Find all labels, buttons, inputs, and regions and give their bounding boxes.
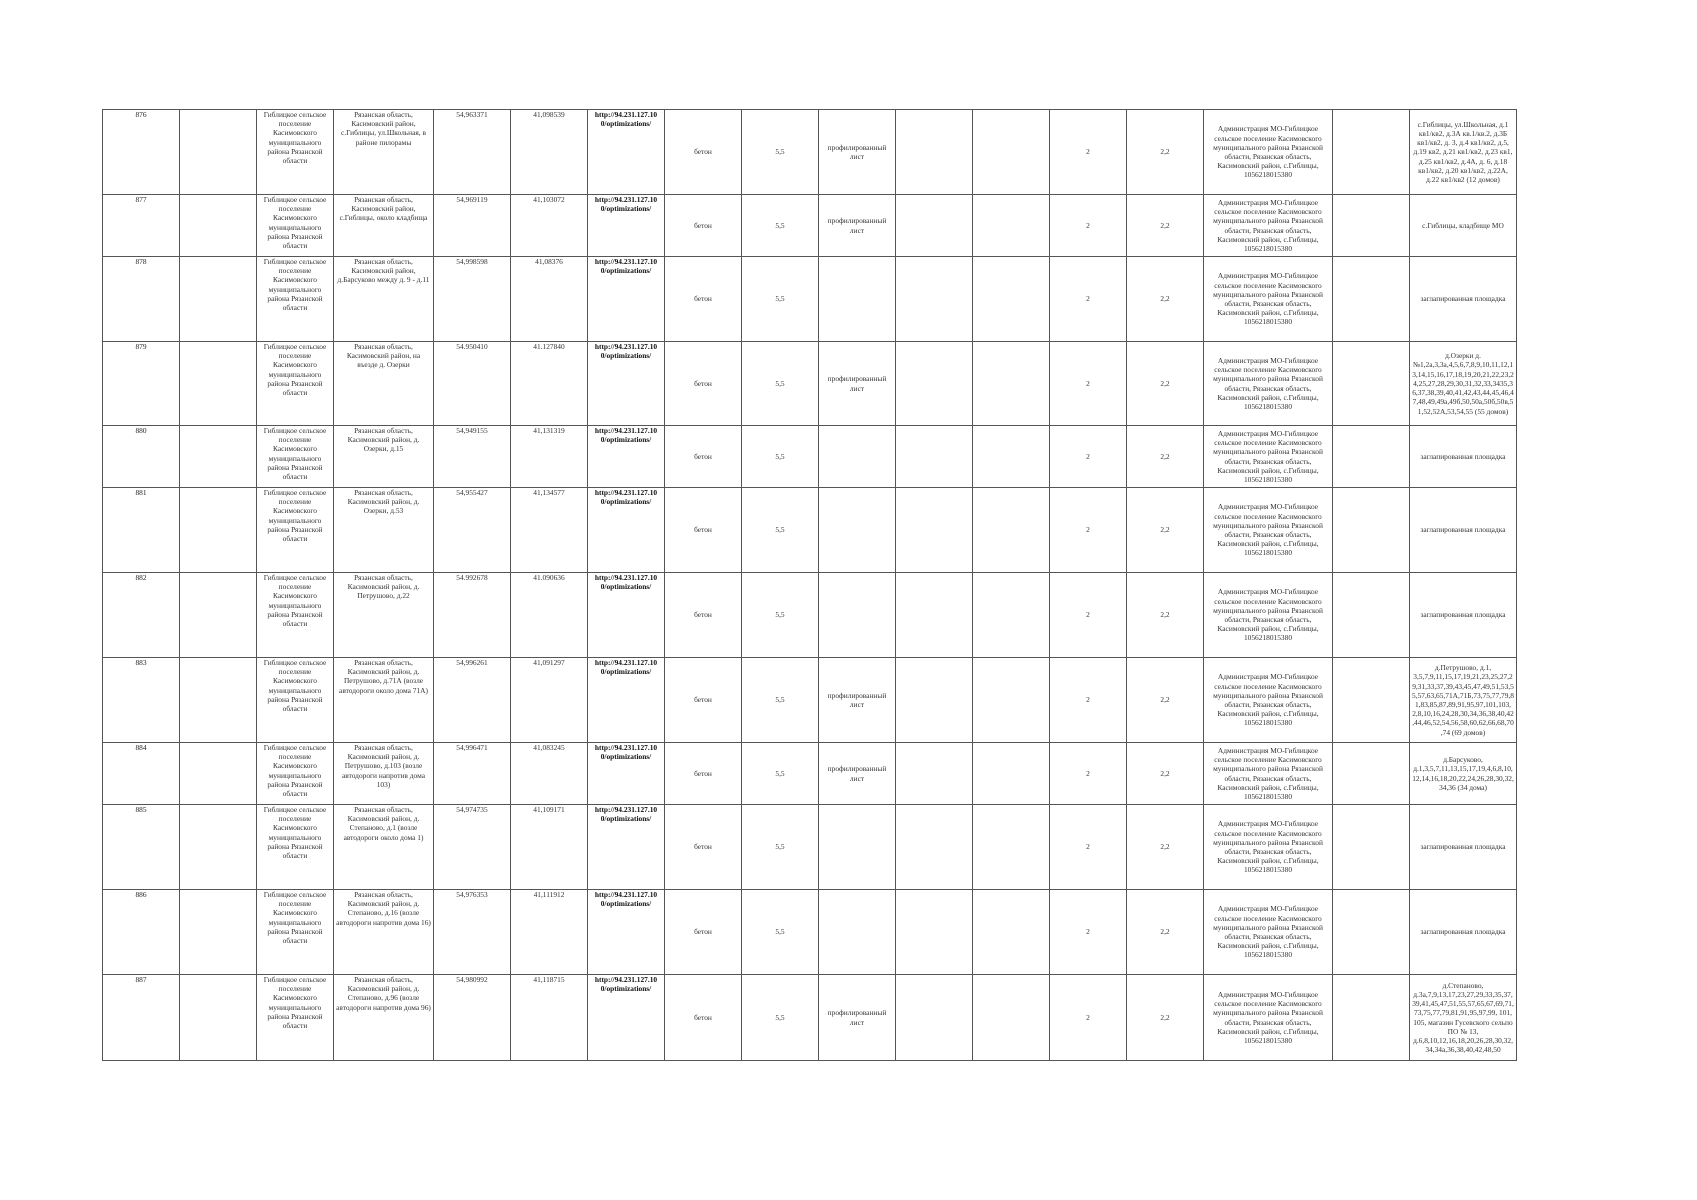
cover-type-cell (819, 426, 896, 488)
waste-sources-cell: заглапированная площадка (1410, 573, 1517, 658)
address-cell: Рязанская область, Касимовский район, д. Петрушово, д.103 (возле автодороги напротив дома 103) (334, 743, 434, 805)
latitude-cell: 54,955427 (434, 488, 511, 573)
owner-cell: Администрация МО-Гиблицкое сельское поселение Касимовского муниципального района Рязанской области, Рязанская область, Касимовский район, с.Гиблицы, 1056218015380 (1204, 975, 1333, 1061)
address-cell: Рязанская область, Касимовский район, с.Гиблицы, ул.Школьная, в районе пилорамы (334, 110, 434, 195)
empty-cell (973, 658, 1050, 743)
table-row (103, 488, 1517, 573)
area-cell: 5,5 (742, 890, 819, 975)
empty-cell (896, 805, 973, 890)
link-cell: http://94.231.127.10 0/optimizations/ (588, 573, 665, 658)
waste-sources-cell: д.Барсуково, д.1,3,5,7,11,13,15,17,19,4,6,8,10,12,14,16,18,20,22,24,26,28,30,32,34,36 (34 дома) (1410, 743, 1517, 805)
empty-cell (1333, 488, 1410, 573)
longitude-cell: 41,103072 (511, 195, 588, 257)
empty-cell (973, 975, 1050, 1061)
link-cell: http://94.231.127.10 0/optimizations/ (588, 890, 665, 975)
row-number: 877 (103, 195, 180, 257)
row-number: 876 (103, 110, 180, 195)
empty-cell (180, 658, 257, 743)
link-cell: http://94.231.127.10 0/optimizations/ (588, 195, 665, 257)
link-cell: http://94.231.127.10 0/optimizations/ (588, 975, 665, 1061)
link-cell: http://94.231.127.10 0/optimizations/ (588, 110, 665, 195)
cover-type-cell (819, 573, 896, 658)
waste-sources-cell: заглапированная площадка (1410, 488, 1517, 573)
address-cell: Рязанская область, Касимовский район, д. Степаново, д.96 (возле автодороги напротив дома 96) (334, 975, 434, 1061)
container-volume-cell: 2,2 (1127, 195, 1204, 257)
area-cell: 5,5 (742, 110, 819, 195)
empty-cell (1333, 743, 1410, 805)
empty-cell (180, 110, 257, 195)
container-count-cell: 2 (1050, 573, 1127, 658)
row-number: 879 (103, 342, 180, 426)
row-number: 882 (103, 573, 180, 658)
empty-cell (1333, 342, 1410, 426)
owner-cell: Администрация МО-Гиблицкое сельское поселение Касимовского муниципального района Рязанской области, Рязанская область, Касимовский район, с.Гиблицы, 1056218015380 (1204, 110, 1333, 195)
address-cell: Рязанская область, Касимовский район, с.Гиблицы, около кладбища (334, 195, 434, 257)
container-volume-cell: 2,2 (1127, 426, 1204, 488)
cover-type-cell: профилированный лист (819, 975, 896, 1061)
container-count-cell: 2 (1050, 195, 1127, 257)
owner-cell: Администрация МО-Гиблицкое сельское поселение Касимовского муниципального района Рязанской области, Рязанская область, Касимовский район, с.Гиблицы, 1056218015380 (1204, 805, 1333, 890)
table-row (103, 195, 1517, 257)
cover-type-cell (819, 257, 896, 342)
organization-cell: Гиблицкое сельское поселение Касимовского муниципального района Рязанской области (257, 573, 334, 658)
latitude-cell: 54,976353 (434, 890, 511, 975)
address-cell: Рязанская область, Касимовский район, д. Степаново, д.16 (возле автодороги напротив дома 16) (334, 890, 434, 975)
longitude-cell: 41,111912 (511, 890, 588, 975)
organization-cell: Гиблицкое сельское поселение Касимовского муниципального района Рязанской области (257, 890, 334, 975)
owner-cell: Администрация МО-Гиблицкое сельское поселение Касимовского муниципального района Рязанской области, Рязанская область, Касимовский район, с.Гиблицы, 1056218015380 (1204, 573, 1333, 658)
empty-cell (896, 257, 973, 342)
longitude-cell: 41.127840 (511, 342, 588, 426)
table-body (103, 110, 1517, 1061)
container-volume-cell: 2,2 (1127, 342, 1204, 426)
empty-cell (896, 488, 973, 573)
empty-cell (973, 426, 1050, 488)
owner-cell: Администрация МО-Гиблицкое сельское поселение Касимовского муниципального района Рязанской области, Рязанская область, Касимовский район, с.Гиблицы, 1056218015380 (1204, 257, 1333, 342)
empty-cell (896, 743, 973, 805)
container-volume-cell: 2,2 (1127, 805, 1204, 890)
address-cell: Рязанская область, Касимовский район, на въезде д. Озерки (334, 342, 434, 426)
empty-cell (973, 195, 1050, 257)
organization-cell: Гиблицкое сельское поселение Касимовского муниципального района Рязанской области (257, 342, 334, 426)
table-row (103, 658, 1517, 743)
row-number: 883 (103, 658, 180, 743)
owner-cell: Администрация МО-Гиблицкое сельское поселение Касимовского муниципального района Рязанской области, Рязанская область, Касимовский район, с.Гиблицы, 1056218015380 (1204, 743, 1333, 805)
empty-cell (896, 975, 973, 1061)
longitude-cell: 41,134577 (511, 488, 588, 573)
container-volume-cell: 2,2 (1127, 488, 1204, 573)
longitude-cell: 41.090636 (511, 573, 588, 658)
container-count-cell: 2 (1050, 488, 1127, 573)
longitude-cell: 41,109171 (511, 805, 588, 890)
empty-cell (973, 573, 1050, 658)
empty-cell (180, 488, 257, 573)
empty-cell (896, 573, 973, 658)
organization-cell: Гиблицкое сельское поселение Касимовского муниципального района Рязанской области (257, 743, 334, 805)
material-cell: бетон (665, 110, 742, 195)
empty-cell (180, 342, 257, 426)
address-cell: Рязанская область, Касимовский район, д. Озерки, д.15 (334, 426, 434, 488)
area-cell: 5,5 (742, 658, 819, 743)
cover-type-cell (819, 890, 896, 975)
latitude-cell: 54,996261 (434, 658, 511, 743)
area-cell: 5,5 (742, 342, 819, 426)
material-cell: бетон (665, 257, 742, 342)
row-number: 886 (103, 890, 180, 975)
empty-cell (1333, 658, 1410, 743)
material-cell: бетон (665, 342, 742, 426)
row-number: 881 (103, 488, 180, 573)
table-row (103, 743, 1517, 805)
owner-cell: Администрация МО-Гиблицкое сельское поселение Касимовского муниципального района Рязанской области, Рязанская область, Касимовский район, с.Гиблицы, 1056218015380 (1204, 342, 1333, 426)
area-cell: 5,5 (742, 488, 819, 573)
address-cell: Рязанская область, Касимовский район, д. Степаново, д.1 (возле автодороги около дома 1) (334, 805, 434, 890)
empty-cell (973, 257, 1050, 342)
table-row (103, 110, 1517, 195)
organization-cell: Гиблицкое сельское поселение Касимовского муниципального района Рязанской области (257, 488, 334, 573)
waste-sources-cell: с.Гиблицы, кладбище МО (1410, 195, 1517, 257)
organization-cell: Гиблицкое сельское поселение Касимовского муниципального района Рязанской области (257, 658, 334, 743)
area-cell: 5,5 (742, 195, 819, 257)
empty-cell (180, 890, 257, 975)
cover-type-cell: профилированный лист (819, 110, 896, 195)
empty-cell (1333, 257, 1410, 342)
waste-sources-cell: заглапированная площадка (1410, 890, 1517, 975)
latitude-cell: 54,998598 (434, 257, 511, 342)
empty-cell (1333, 805, 1410, 890)
area-cell: 5,5 (742, 257, 819, 342)
waste-sources-cell: д.Озерки д.№1,2а,3,3а,4,5,6,7,8,9,10,11,12,13,14,15,16,17,18,19,20,21,22,23,24,25,27,28,29,30,31,32,33,3435,36,37,38,39,40,41,42,43,44,45,46,47,48,49,49а,49б,50,50а,50б,50в,51,52,52А,53,54,55 (55 домов) (1410, 342, 1517, 426)
waste-sources-cell: д.Степаново, д.3а,7,9,13,17,23,27,29,33,35,37,39,41,45,47,51,55,57,65,67,69,71,73,75,77,79,81,91,95,97,99, 101, 105, магазин Гусевского сельпо ПО № 13, д.6,8,10,12,16,18,20,26,28,30,32,34,34а,36,38,40,42,48,50 (1410, 975, 1517, 1061)
longitude-cell: 41,08376 (511, 257, 588, 342)
empty-cell (180, 805, 257, 890)
latitude-cell: 54,949155 (434, 426, 511, 488)
owner-cell: Администрация МО-Гиблицкое сельское поселение Касимовского муниципального района Рязанской области, Рязанская область, Касимовский район, с.Гиблицы, 1056218015380 (1204, 890, 1333, 975)
longitude-cell: 41,083245 (511, 743, 588, 805)
container-volume-cell: 2,2 (1127, 573, 1204, 658)
cover-type-cell (819, 488, 896, 573)
link-cell: http://94.231.127.10 0/optimizations/ (588, 257, 665, 342)
container-volume-cell: 2,2 (1127, 743, 1204, 805)
area-cell: 5,5 (742, 743, 819, 805)
container-volume-cell: 2,2 (1127, 975, 1204, 1061)
row-number: 884 (103, 743, 180, 805)
empty-cell (180, 975, 257, 1061)
container-count-cell: 2 (1050, 342, 1127, 426)
link-cell: http://94.231.127.10 0/optimizations/ (588, 488, 665, 573)
area-cell: 5,5 (742, 426, 819, 488)
table-row (103, 805, 1517, 890)
address-cell: Рязанская область, Касимовский район, д. Петрушово, д.22 (334, 573, 434, 658)
latitude-cell: 54,974735 (434, 805, 511, 890)
address-cell: Рязанская область, Касимовский район, д.Барсуково между д. 9 - д.11 (334, 257, 434, 342)
material-cell: бетон (665, 890, 742, 975)
organization-cell: Гиблицкое сельское поселение Касимовского муниципального района Рязанской области (257, 257, 334, 342)
longitude-cell: 41,091297 (511, 658, 588, 743)
area-cell: 5,5 (742, 573, 819, 658)
container-count-cell: 2 (1050, 975, 1127, 1061)
row-number: 885 (103, 805, 180, 890)
container-volume-cell: 2,2 (1127, 658, 1204, 743)
latitude-cell: 54.992678 (434, 573, 511, 658)
organization-cell: Гиблицкое сельское поселение Касимовского муниципального района Рязанской области (257, 805, 334, 890)
empty-cell (1333, 110, 1410, 195)
empty-cell (180, 743, 257, 805)
empty-cell (1333, 195, 1410, 257)
material-cell: бетон (665, 658, 742, 743)
empty-cell (896, 342, 973, 426)
waste-sources-cell: заглапированная площадка (1410, 805, 1517, 890)
longitude-cell: 41,098539 (511, 110, 588, 195)
organization-cell: Гиблицкое сельское поселение Касимовского муниципального района Рязанской области (257, 110, 334, 195)
row-number: 878 (103, 257, 180, 342)
material-cell: бетон (665, 975, 742, 1061)
cover-type-cell: профилированный лист (819, 743, 896, 805)
waste-sources-cell: д.Петрушово, д.1, 3,5,7,9,11,15,17,19,21,23,25,27,29,31,33,37,39,43,45,47,49,51,53,55,57,63,65,71А,71Б,73,75,77,79,81,83,85,87,89,91,95,97,101,103, 2,8,10,16,24,28,30,34,36,38,40,42,44,46,52,54,56,58,60,62,66,68,70,74 (69 домов) (1410, 658, 1517, 743)
material-cell: бетон (665, 426, 742, 488)
container-count-cell: 2 (1050, 426, 1127, 488)
empty-cell (1333, 890, 1410, 975)
link-cell: http://94.231.127.10 0/optimizations/ (588, 426, 665, 488)
table-row (103, 257, 1517, 342)
container-count-cell: 2 (1050, 257, 1127, 342)
container-count-cell: 2 (1050, 658, 1127, 743)
latitude-cell: 54,963371 (434, 110, 511, 195)
latitude-cell: 54,996471 (434, 743, 511, 805)
cover-type-cell (819, 805, 896, 890)
waste-sites-registry-table (102, 109, 1517, 1061)
empty-cell (973, 110, 1050, 195)
latitude-cell: 54.950410 (434, 342, 511, 426)
area-cell: 5,5 (742, 805, 819, 890)
link-cell: http://94.231.127.10 0/optimizations/ (588, 743, 665, 805)
empty-cell (180, 195, 257, 257)
row-number: 887 (103, 975, 180, 1061)
waste-sources-cell: заглапированная площадка (1410, 257, 1517, 342)
empty-cell (973, 488, 1050, 573)
container-count-cell: 2 (1050, 805, 1127, 890)
empty-cell (180, 257, 257, 342)
longitude-cell: 41,118715 (511, 975, 588, 1061)
organization-cell: Гиблицкое сельское поселение Касимовского муниципального района Рязанской области (257, 975, 334, 1061)
owner-cell: Администрация МО-Гиблицкое сельское поселение Касимовского муниципального района Рязанской области, Рязанская область, Касимовский район, с.Гиблицы, 1056218015380 (1204, 488, 1333, 573)
material-cell: бетон (665, 195, 742, 257)
owner-cell: Администрация МО-Гиблицкое сельское поселение Касимовского муниципального района Рязанской области, Рязанская область, Касимовский район, с.Гиблицы, 1056218015380 (1204, 195, 1333, 257)
area-cell: 5,5 (742, 975, 819, 1061)
empty-cell (896, 110, 973, 195)
waste-sources-cell: заглапированная площадка (1410, 426, 1517, 488)
material-cell: бетон (665, 743, 742, 805)
empty-cell (180, 573, 257, 658)
cover-type-cell: профилированный лист (819, 195, 896, 257)
waste-sources-cell: с.Гиблицы, ул.Школьная, д.1 кв1/кв2, д.3А кв.1/кв.2, д.3Б кв1/кв2, д. 3, д.4 кв1/кв2, д.5, д.19 кв2, д.21 кв1/кв2, д.23 кв1, д.25 кв1/кв2, д.4А, д. 6, д.18 кв1/кв2, д.20 кв1/кв2, д.22А, д.22 кв1/кв2 (12 домов) (1410, 110, 1517, 195)
latitude-cell: 54,969119 (434, 195, 511, 257)
material-cell: бетон (665, 488, 742, 573)
material-cell: бетон (665, 805, 742, 890)
empty-cell (973, 743, 1050, 805)
longitude-cell: 41,131319 (511, 426, 588, 488)
table-row (103, 342, 1517, 426)
empty-cell (896, 426, 973, 488)
table-row (103, 975, 1517, 1061)
owner-cell: Администрация МО-Гиблицкое сельское поселение Касимовского муниципального района Рязанской области, Рязанская область, Касимовский район, с.Гиблицы, 1056218015380 (1204, 658, 1333, 743)
empty-cell (896, 890, 973, 975)
cover-type-cell: профилированный лист (819, 342, 896, 426)
link-cell: http://94.231.127.10 0/optimizations/ (588, 342, 665, 426)
row-number: 880 (103, 426, 180, 488)
organization-cell: Гиблицкое сельское поселение Касимовского муниципального района Рязанской области (257, 426, 334, 488)
empty-cell (973, 805, 1050, 890)
latitude-cell: 54,980992 (434, 975, 511, 1061)
link-cell: http://94.231.127.10 0/optimizations/ (588, 658, 665, 743)
material-cell: бетон (665, 573, 742, 658)
address-cell: Рязанская область, Касимовский район, д. Петрушово, д.71А (возле автодороги около дома 71А) (334, 658, 434, 743)
container-count-cell: 2 (1050, 743, 1127, 805)
cover-type-cell: профилированный лист (819, 658, 896, 743)
container-count-cell: 2 (1050, 110, 1127, 195)
container-volume-cell: 2,2 (1127, 110, 1204, 195)
table-row (103, 426, 1517, 488)
table-row (103, 573, 1517, 658)
empty-cell (896, 658, 973, 743)
empty-cell (180, 426, 257, 488)
empty-cell (1333, 573, 1410, 658)
address-cell: Рязанская область, Касимовский район, д. Озерки, д.53 (334, 488, 434, 573)
empty-cell (973, 890, 1050, 975)
empty-cell (1333, 426, 1410, 488)
empty-cell (1333, 975, 1410, 1061)
empty-cell (896, 195, 973, 257)
container-volume-cell: 2,2 (1127, 257, 1204, 342)
owner-cell: Администрация МО-Гиблицкое сельское поселение Касимовского муниципального района Рязанской области, Рязанская область, Касимовский район, с.Гиблицы, 1056218015380 (1204, 426, 1333, 488)
container-volume-cell: 2,2 (1127, 890, 1204, 975)
table-row (103, 890, 1517, 975)
container-count-cell: 2 (1050, 890, 1127, 975)
organization-cell: Гиблицкое сельское поселение Касимовского муниципального района Рязанской области (257, 195, 334, 257)
empty-cell (973, 342, 1050, 426)
link-cell: http://94.231.127.10 0/optimizations/ (588, 805, 665, 890)
